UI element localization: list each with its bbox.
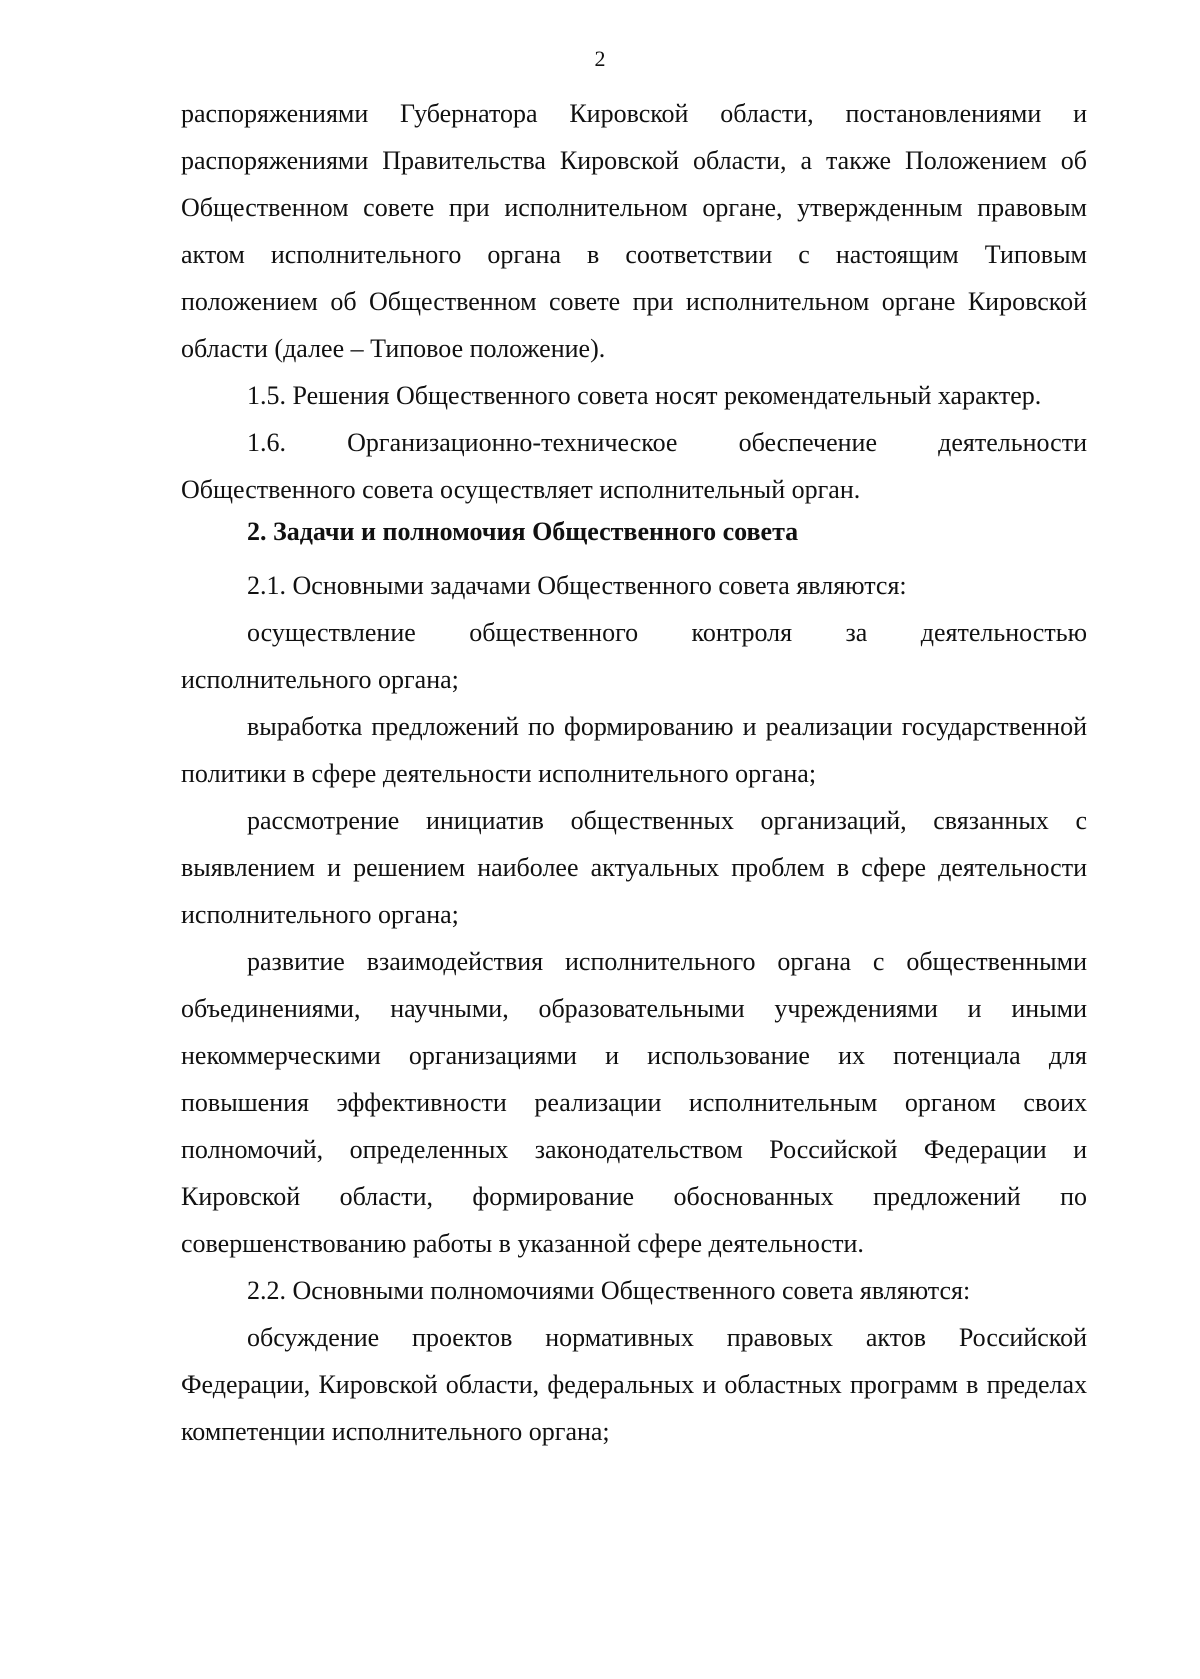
paragraph-power-1: обсуждение проектов нормативных правовых актов Российской Федерации, Кировской области, федеральных и областных программ в пределах компетенции исполнительного органа; <box>181 1323 1087 1446</box>
paragraph-item-1-5: 1.5. Решения Общественного совета носят рекомендательный характер. <box>247 381 1042 410</box>
page-number: 2 <box>594 46 606 71</box>
paragraph-item-2-2: 2.2. Основными полномочиями Общественного совета являются: <box>247 1276 971 1305</box>
paragraph-item-1-6: 1.6. Организационно-техническое обеспечение деятельности Общественного совета осуществляет исполнительный орган. <box>181 428 1087 504</box>
paragraph-item-2-1: 2.1. Основными задачами Общественного совета являются: <box>247 571 907 600</box>
section-1-continuation-block <box>181 90 1087 513</box>
paragraph-task-2: выработка предложений по формированию и реализации государственной политики в сфере деятельности исполнительного органа; <box>181 712 1087 788</box>
paragraph-section1-continuation: распоряжениями Губернатора Кировской области, постановлениями и распоряжениями Правительства Кировской области, а также Положением об Общественном совете при исполнительном органе, утвержденным правовым актом исполнительного органа в соответствии с настоящим Типовым положением об Общественном совете при исполнительном органе Кировской области (далее – Типовое положение). <box>181 99 1087 363</box>
paragraph-task-4: развитие взаимодействия исполнительного органа с общественными объединениями, научными, образовательными учреждениями и иными некоммерческими организациями и использование их потенциала для повышения эффективности реализации исполнительным органом своих полномочий, определенных законодательством Российской Федерации и Кировской области, формирование обоснованных предложений по совершенствованию работы в указанной сфере деятельности. <box>181 947 1087 1258</box>
section-2-heading: 2. Задачи и полномочия Общественного совета <box>247 517 799 546</box>
paragraph-task-3: рассмотрение инициатив общественных организаций, связанных с выявлением и решением наиболее актуальных проблем в сфере деятельности исполнительного органа; <box>181 806 1087 929</box>
paragraph-task-1: осуществление общественного контроля за деятельностью исполнительного органа; <box>181 618 1087 694</box>
section-2-block <box>181 562 1087 1455</box>
